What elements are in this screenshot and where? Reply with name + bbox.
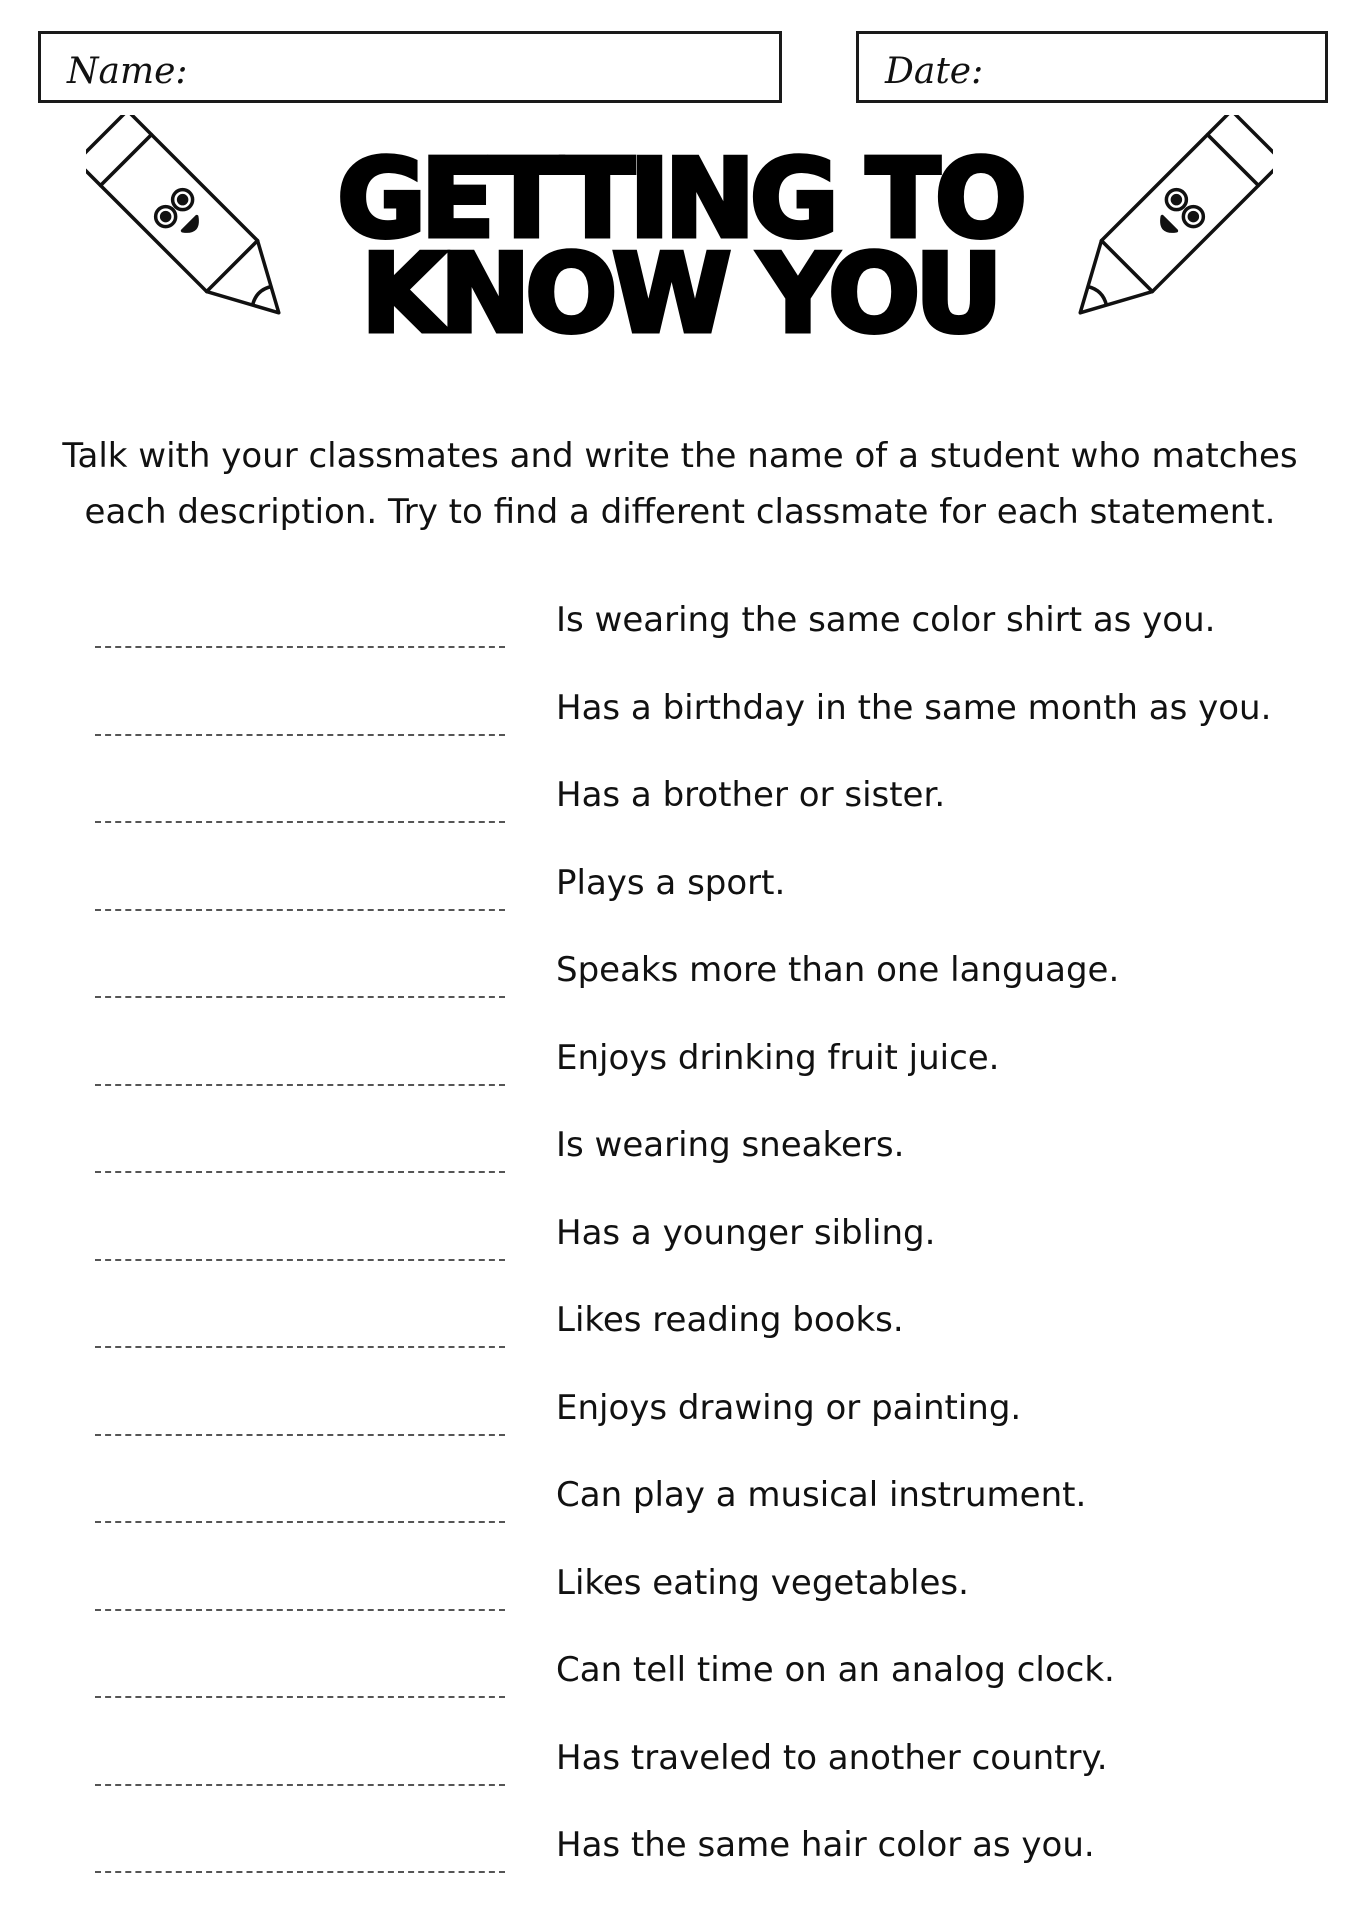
list-item	[0, 1738, 1359, 1826]
name-answer-blank[interactable]	[95, 1084, 505, 1086]
name-label: Name:	[67, 51, 188, 92]
list-item	[0, 775, 1359, 863]
list-item	[0, 950, 1359, 1038]
list-item	[0, 1213, 1359, 1301]
name-answer-blank[interactable]	[95, 1434, 505, 1436]
statement-text: Likes reading books.	[556, 1300, 904, 1340]
statement-text: Is wearing sneakers.	[556, 1125, 905, 1165]
statement-text: Can play a musical instrument.	[556, 1475, 1087, 1515]
statement-text: Enjoys drawing or painting.	[556, 1387, 1022, 1428]
date-label: Date:	[885, 51, 984, 92]
name-answer-blank[interactable]	[95, 1871, 505, 1873]
list-item	[0, 1038, 1359, 1126]
date-field[interactable]	[856, 31, 1328, 103]
list-item	[0, 1125, 1359, 1213]
instructions-line-1: Talk with your classmates and write the name of a student who matches	[62, 436, 1298, 476]
statement-list	[0, 600, 1359, 1913]
list-item	[0, 600, 1359, 688]
statement-text: Enjoys drinking fruit juice.	[556, 1037, 1000, 1078]
list-item	[0, 688, 1359, 776]
name-answer-blank[interactable]	[95, 1696, 505, 1698]
list-item	[0, 1388, 1359, 1476]
name-answer-blank[interactable]	[95, 996, 505, 998]
list-item	[0, 1300, 1359, 1388]
page-title-line-1: GETTING TO	[337, 137, 1022, 262]
list-item	[0, 1825, 1359, 1913]
statement-text: Speaks more than one language.	[556, 950, 1120, 990]
list-item	[0, 1650, 1359, 1738]
list-item	[0, 863, 1359, 951]
statement-text: Has a birthday in the same month as you.	[556, 687, 1272, 728]
list-item	[0, 1563, 1359, 1651]
statement-text: Has a younger sibling.	[556, 1212, 936, 1253]
instructions-line-2: each description. Try to find a different classmate for each statement.	[84, 492, 1276, 532]
statement-text: Likes eating vegetables.	[556, 1562, 969, 1603]
name-answer-blank[interactable]	[95, 1171, 505, 1173]
name-answer-blank[interactable]	[95, 1521, 505, 1523]
name-answer-blank[interactable]	[95, 1784, 505, 1786]
name-answer-blank[interactable]	[95, 1346, 505, 1348]
page-title-line-2: KNOW YOU	[361, 232, 998, 357]
statement-text: Has traveled to another country.	[556, 1737, 1108, 1778]
statement-text: Is wearing the same color shirt as you.	[556, 600, 1216, 640]
name-answer-blank[interactable]	[95, 646, 505, 648]
statement-text: Has a brother or sister.	[556, 775, 946, 815]
name-answer-blank[interactable]	[95, 821, 505, 823]
name-answer-blank[interactable]	[95, 909, 505, 911]
name-answer-blank[interactable]	[95, 734, 505, 736]
name-field[interactable]	[38, 31, 782, 103]
list-item	[0, 1475, 1359, 1563]
name-answer-blank[interactable]	[95, 1609, 505, 1611]
statement-text: Plays a sport.	[556, 862, 786, 903]
instructions	[60, 428, 1300, 540]
name-answer-blank[interactable]	[95, 1259, 505, 1261]
statement-text: Has the same hair color as you.	[556, 1825, 1095, 1865]
statement-text: Can tell time on an analog clock.	[556, 1650, 1115, 1690]
